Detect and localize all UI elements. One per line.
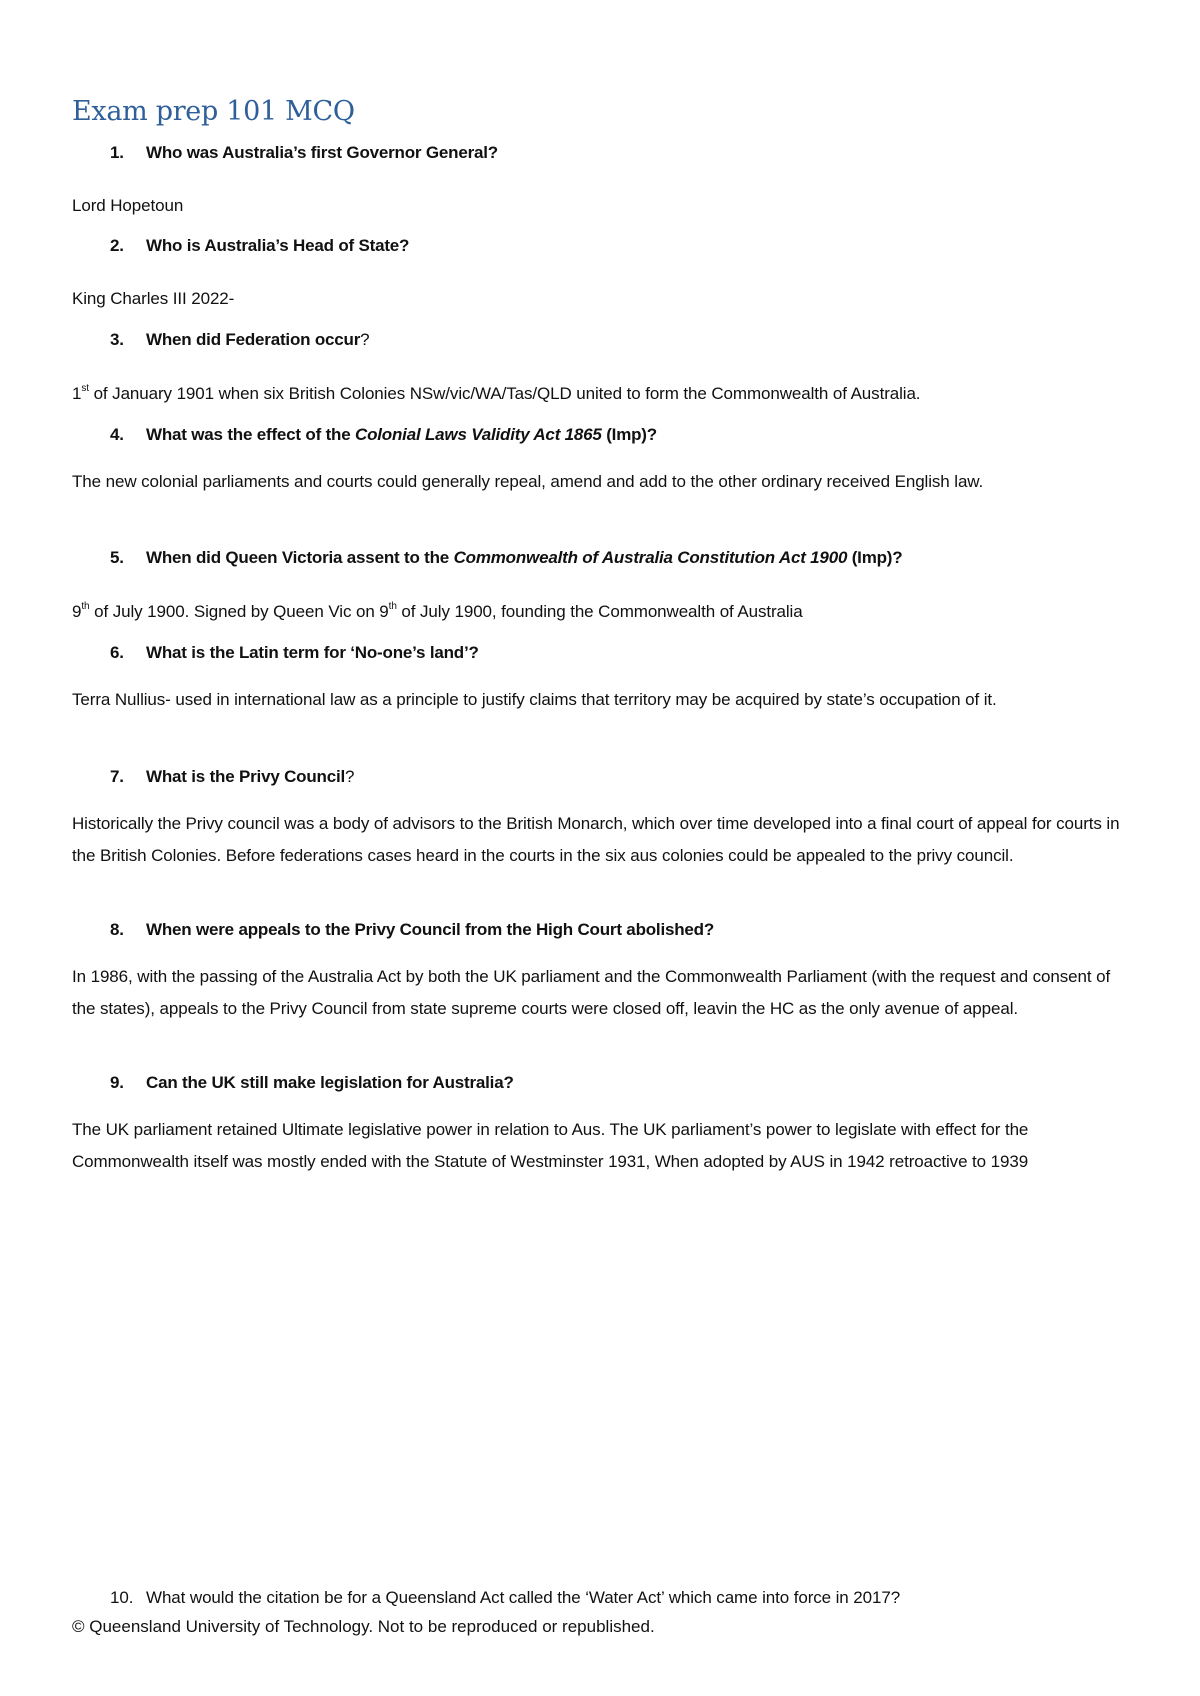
question-5 [110,548,902,568]
answer-text: of July 1900, founding the Commonwealth of Australia [396,602,803,621]
question-number: 1. [110,143,124,162]
question-act-name: Colonial Laws Validity Act 1865 [355,425,602,444]
question-text: When were appeals to the Privy Council from the High Court abolished? [146,920,715,939]
question-text-end: (Imp)? [601,425,657,444]
copyright-footer: © Queensland University of Technology. Not to be reproduced or republished. [72,1617,655,1636]
question-6 [110,643,479,663]
question-3 [110,330,369,350]
answer-8: In 1986, with the passing of the Australia Act by both the UK parliament and the Commonwealth Parliament (with the request and consent of the states), appeals to the Privy Council from state supreme courts were closed off, leavin the HC as the only avenue of appeal. [72,967,1111,1018]
question-number: 10. [110,1588,134,1607]
answer-2: King Charles III 2022- [72,289,235,308]
question-text: What would the citation be for a Queensland Act called the ‘Water Act’ which came into force in 2017? [146,1588,901,1607]
question-7 [110,767,354,787]
question-text-end: ? [345,767,355,786]
superscript: st [81,383,89,395]
question-1 [110,143,498,163]
question-number: 3. [110,330,124,349]
question-number: 4. [110,425,124,444]
question-8 [110,920,714,940]
question-number: 8. [110,920,124,939]
answer-3 [72,378,1142,410]
question-text: Can the UK still make legislation for Australia? [146,1073,514,1092]
answer-5 [72,596,1142,628]
question-text-end: (Imp)? [847,548,903,567]
answer-1: Lord Hopetoun [72,196,184,215]
answer-7: Historically the Privy council was a body of advisors to the British Monarch, which over time developed into a final court of appeal for courts in the British Colonies. Before federations cases heard in the courts in the six aus colonies could be appealed to the privy council. [72,814,1120,865]
question-2 [110,236,409,256]
question-number: 5. [110,548,124,567]
question-text: When did Federation occur [146,330,361,349]
question-10 [110,1588,900,1608]
question-text: Who is Australia’s Head of State? [146,236,410,255]
question-4 [110,425,657,445]
question-number: 6. [110,643,124,662]
question-text: What is the Privy Council [146,767,346,786]
answer-text: of July 1900. Signed by Queen Vic on 9 [89,602,389,621]
question-text: What was the effect of the [146,425,356,444]
question-text: Who was Australia’s first Governor General? [146,143,498,162]
document-title: Exam prep 101 MCQ [72,96,355,127]
answer-6: Terra Nullius- used in international law as a principle to justify claims that territory may be acquired by state’s occupation of it. [72,690,997,709]
question-act-name: Commonwealth of Australia Constitution Act 1900 [453,548,848,567]
answer-text: 1 [72,384,82,403]
answer-text: 9 [72,602,82,621]
question-number: 7. [110,767,124,786]
superscript: th [388,601,397,613]
question-number: 9. [110,1073,124,1092]
answer-9: The UK parliament retained Ultimate legislative power in relation to Aus. The UK parliament’s power to legislate with effect for the Commonwealth itself was mostly ended with the Statute of Westminster 1931, When adopted by AUS in 1942 retroactive to 1939 [72,1120,1029,1171]
question-text-end: ? [360,330,370,349]
answer-text: of January 1901 when six British Colonies NSw/vic/WA/Tas/QLD united to form the Commonwealth of Australia. [88,384,921,403]
question-9 [110,1073,514,1093]
question-text: When did Queen Victoria assent to the [146,548,454,567]
superscript: th [81,601,90,613]
question-number: 2. [110,236,124,255]
answer-4: The new colonial parliaments and courts could generally repeal, amend and add to the other ordinary received English law. [72,472,984,491]
question-text: What is the Latin term for ‘No-one’s land’? [146,643,479,662]
